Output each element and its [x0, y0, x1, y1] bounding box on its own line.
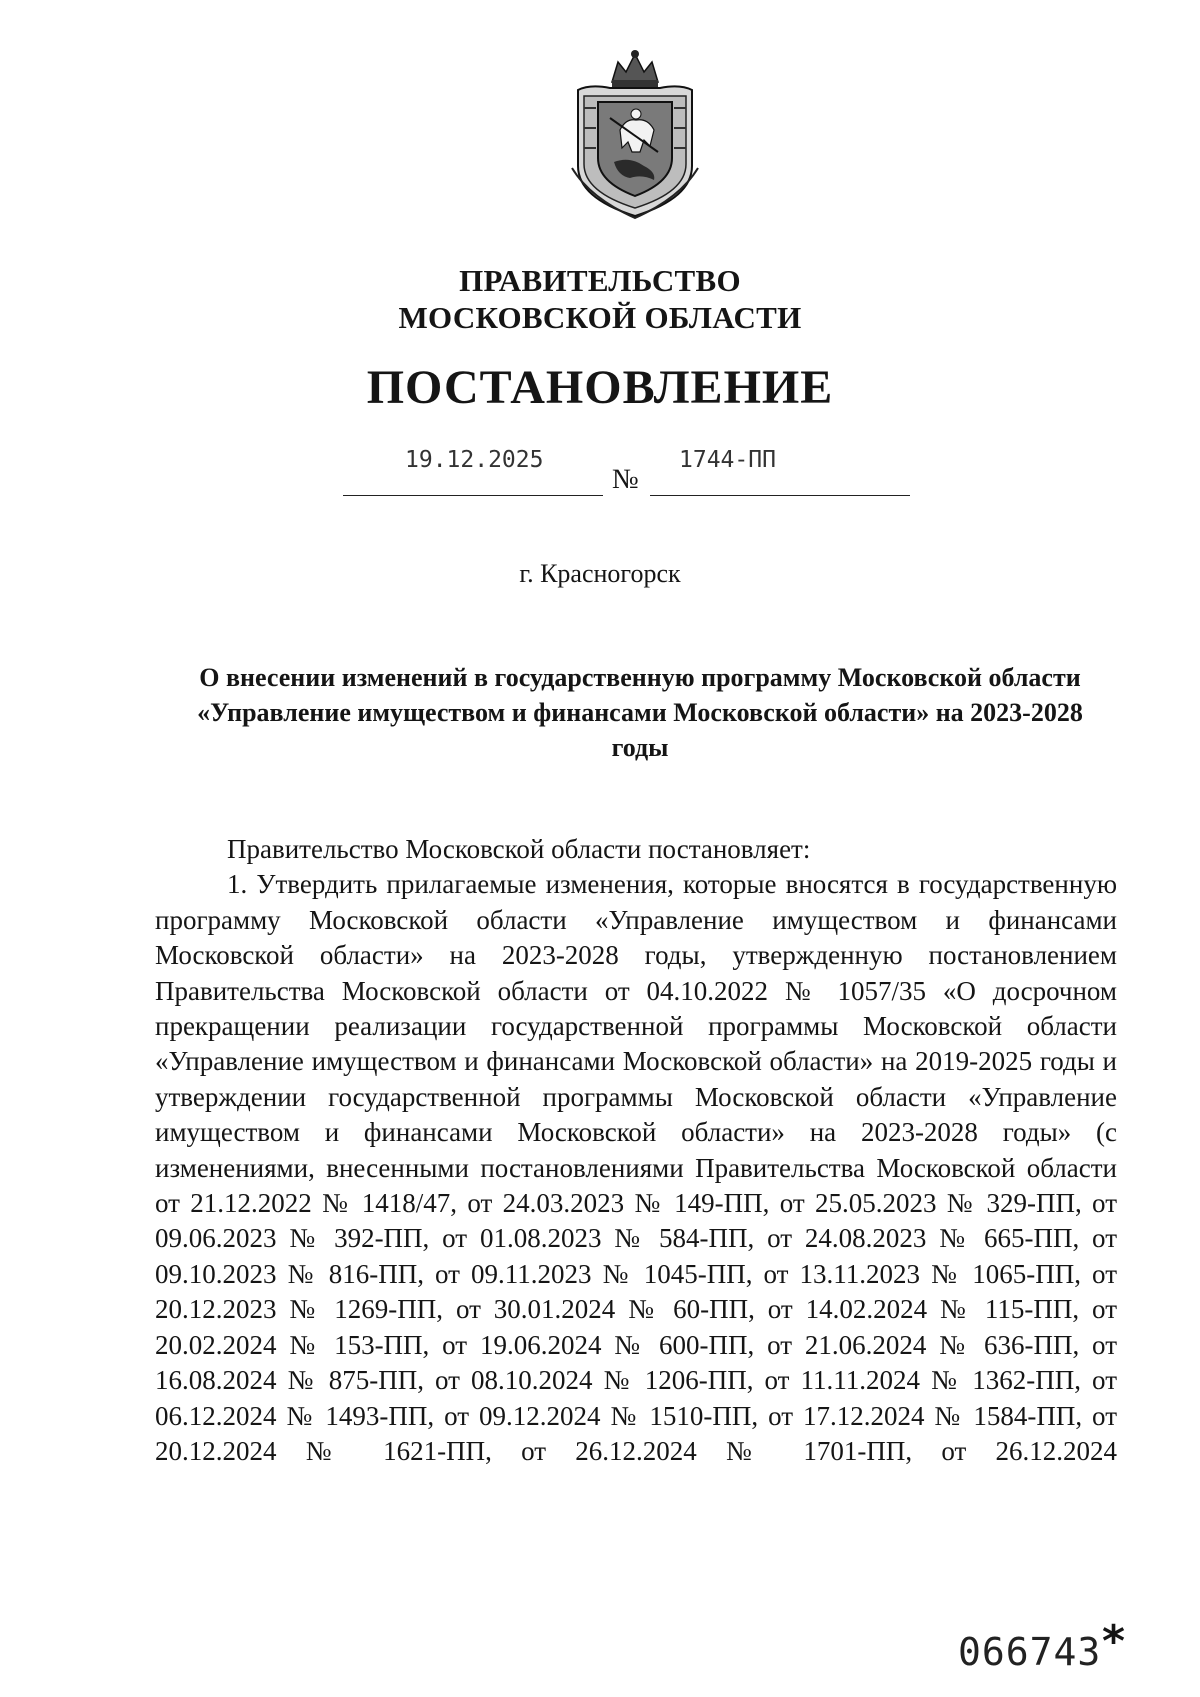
- organization-name-line1: ПРАВИТЕЛЬСТВО: [459, 263, 741, 298]
- city: г. Красногорск: [519, 559, 681, 588]
- document-number: 1744-ПП: [679, 447, 776, 473]
- document-title: О внесении изменений в государственную программу Московской области «Управление имуществом и финансами Московской области» на 2023-2028 годы: [197, 663, 1083, 762]
- date-underline: [343, 495, 603, 496]
- number-underline: [650, 495, 910, 496]
- body-lead: Правительство Московской области постановляет:: [227, 834, 811, 864]
- body-item-1: 1. Утвердить прилагаемые изменения, которые вносятся в государственную программу Московской области «Управление имуществом и финансами Московской области» на 2023-2028 годы, утвержденную постановлением Правительства Московской области от 04.10.2022 № 1057/35 «О досрочном прекращении реализации государственной программы Московской области «Управление имуществом и финансами Московской области» на 2019-2025 годы и утверждении государственной программы Московской области «Управление имуществом и финансами Московской области» на 2023-2028 годы» (с изменениями, внесенными постановлениями Правительства Московской области от 21.12.2022 № 1418/47, от 24.03.2023 № 149-ПП, от 25.05.2023 № 329-ПП, от 09.06.2023 № 392-ПП, от 01.08.2023 № 584-ПП, от 24.08.2023 № 665-ПП, от 09.10.2023 № 816-ПП, от 09.11.2023 № 1045-ПП, от 13.11.2023 № 1065-ПП, от 20.12.2023 № 1269-ПП, от 30.01.2024 № 60-ПП, от 14.02.2024 № 115-ПП, от 20.02.2024 № 153-ПП, от 19.06.2024 № 600-ПП, от 21.06.2024 № 636-ПП, от 16.08.2024 № 875-ПП, от 08.10.2024 № 1206-ПП, от 11.11.2024 № 1362-ПП, от 06.12.2024 № 1493-ПП, от 09.12.2024 № 1510-ПП, от 17.12.2024 № 1584-ПП, от 20.12.2024 № 1621-ПП, от 26.12.2024 № 1701-ПП, от 26.12.2024: [155, 869, 1117, 1466]
- organization-name-line2: МОСКОВСКОЙ ОБЛАСТИ: [398, 300, 802, 335]
- document-type: ПОСТАНОВЛЕНИЕ: [366, 361, 834, 414]
- asterisk-mark: *: [1102, 1616, 1126, 1667]
- coat-of-arms-icon: [570, 48, 700, 220]
- serial-number: 066743: [958, 1630, 1102, 1674]
- number-sign: №: [612, 464, 639, 495]
- document-date: 19.12.2025: [405, 447, 544, 473]
- document-body: [155, 832, 1117, 1469]
